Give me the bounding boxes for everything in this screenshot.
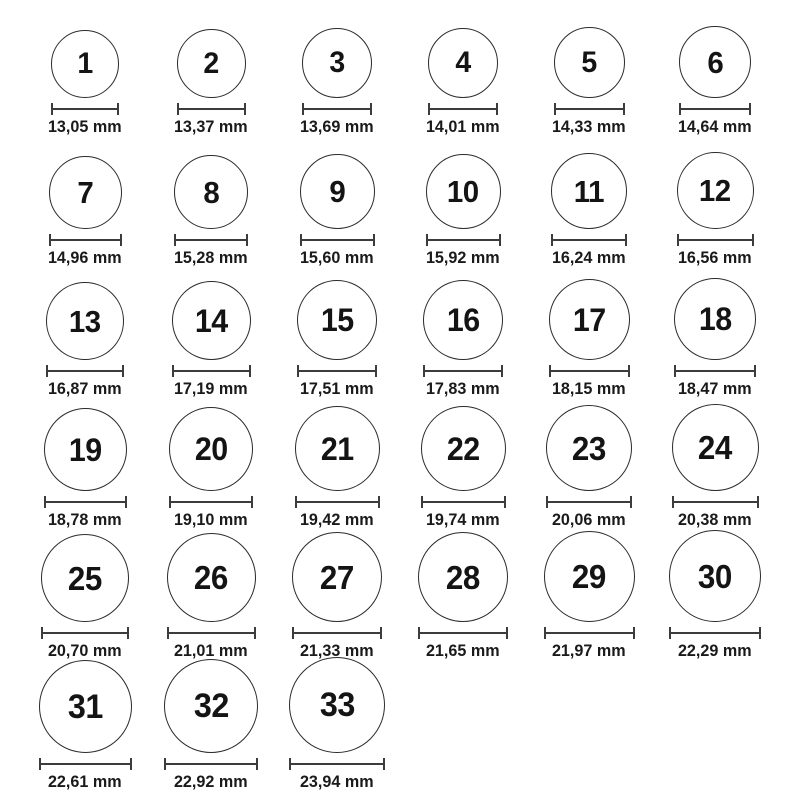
ring-circle <box>39 660 132 753</box>
ring-size-number: 11 <box>573 173 605 209</box>
ring-size-number: 8 <box>203 174 219 210</box>
ring-circle <box>418 532 508 622</box>
ring-circle <box>554 27 625 98</box>
ring-size-number: 2 <box>203 46 219 80</box>
diameter-label: 14,96 mm <box>48 248 122 268</box>
ring-size-number: 3 <box>329 46 345 80</box>
diameter-measure-line <box>46 365 124 377</box>
diameter-measure-line <box>295 496 380 508</box>
ring-size-item <box>274 669 400 797</box>
diameter-measure-line <box>177 103 246 115</box>
ring-size-number: 30 <box>698 557 732 595</box>
diameter-measure-line <box>174 234 248 246</box>
ring-size-item <box>652 145 778 273</box>
ring-size-number: 9 <box>329 174 345 210</box>
ring-circle <box>546 405 632 491</box>
ring-size-item <box>400 14 526 142</box>
ring-size-item <box>22 276 148 404</box>
diameter-measure-line <box>423 365 503 377</box>
ring-size-number: 13 <box>69 303 101 339</box>
diameter-measure-line <box>554 103 625 115</box>
ring-circle <box>44 408 127 491</box>
diameter-label: 15,60 mm <box>300 248 374 268</box>
ring-size-number: 16 <box>446 302 480 339</box>
ring-circle <box>421 406 506 491</box>
diameter-measure-line <box>164 758 258 770</box>
diameter-measure-line <box>169 496 253 508</box>
ring-size-number: 25 <box>68 559 102 597</box>
diameter-label: 19,42 mm <box>300 510 374 530</box>
diameter-label: 13,69 mm <box>300 117 374 137</box>
diameter-label: 18,15 mm <box>552 379 626 399</box>
ring-size-number: 32 <box>193 687 229 726</box>
diameter-measure-line <box>39 758 132 770</box>
ring-circle <box>679 26 751 98</box>
ring-circle <box>669 530 761 622</box>
ring-size-item <box>148 14 274 142</box>
ring-size-item <box>652 407 778 535</box>
ring-size-item <box>526 14 652 142</box>
ring-size-item <box>22 14 148 142</box>
ring-circle <box>297 280 377 360</box>
ring-size-item <box>526 145 652 273</box>
diameter-label: 16,56 mm <box>678 248 752 268</box>
ring-size-item <box>148 538 274 666</box>
ring-circle <box>295 406 380 491</box>
diameter-measure-line <box>669 627 761 639</box>
ring-size-item <box>274 407 400 535</box>
ring-circle <box>289 657 385 753</box>
diameter-measure-line <box>679 103 751 115</box>
ring-circle <box>549 279 630 360</box>
ring-circle <box>41 534 129 622</box>
ring-size-number: 14 <box>194 302 228 339</box>
ring-size-number: 15 <box>320 302 354 339</box>
ring-circle <box>677 152 754 229</box>
diameter-label: 18,78 mm <box>48 510 122 530</box>
diameter-label: 13,37 mm <box>174 117 248 137</box>
diameter-measure-line <box>167 627 256 639</box>
ring-size-item <box>274 145 400 273</box>
ring-size-item <box>400 538 526 666</box>
ring-size-item <box>400 145 526 273</box>
ring-circle <box>164 659 258 753</box>
ring-size-number: 27 <box>320 558 354 596</box>
diameter-label: 19,74 mm <box>426 510 500 530</box>
ring-size-number: 24 <box>698 429 732 467</box>
diameter-label: 20,38 mm <box>678 510 752 530</box>
diameter-measure-line <box>44 496 127 508</box>
diameter-label: 13,05 mm <box>48 117 122 137</box>
diameter-label: 17,83 mm <box>426 379 500 399</box>
ring-size-number: 5 <box>581 45 597 79</box>
diameter-measure-line <box>300 234 375 246</box>
ring-circle <box>172 281 251 360</box>
diameter-label: 22,29 mm <box>678 641 752 661</box>
ring-size-item <box>148 276 274 404</box>
ring-size-number: 21 <box>320 430 354 467</box>
ring-size-number: 20 <box>194 431 228 468</box>
ring-size-item <box>22 669 148 797</box>
ring-size-item <box>274 14 400 142</box>
diameter-label: 14,01 mm <box>426 117 500 137</box>
diameter-label: 21,33 mm <box>300 641 374 661</box>
ring-size-item <box>148 145 274 273</box>
ring-circle <box>300 154 375 229</box>
diameter-label: 22,92 mm <box>174 772 248 792</box>
ring-size-item <box>274 538 400 666</box>
ring-size-number: 22 <box>446 430 480 467</box>
ring-size-item <box>22 538 148 666</box>
diameter-measure-line <box>418 627 508 639</box>
diameter-label: 19,10 mm <box>174 510 248 530</box>
ring-size-number: 33 <box>319 686 355 725</box>
ring-size-item <box>652 14 778 142</box>
ring-circle <box>672 404 759 491</box>
ring-size-number: 12 <box>699 173 731 209</box>
ring-circle <box>49 156 122 229</box>
ring-size-item <box>652 538 778 666</box>
diameter-label: 17,51 mm <box>300 379 374 399</box>
diameter-label: 15,92 mm <box>426 248 500 268</box>
ring-circle <box>544 531 635 622</box>
diameter-measure-line <box>674 365 756 377</box>
diameter-measure-line <box>426 234 501 246</box>
diameter-measure-line <box>551 234 627 246</box>
diameter-label: 22,61 mm <box>48 772 122 792</box>
diameter-measure-line <box>677 234 754 246</box>
ring-circle <box>302 28 372 98</box>
ring-size-number: 26 <box>194 559 228 597</box>
diameter-label: 16,24 mm <box>552 248 626 268</box>
ring-size-item <box>22 145 148 273</box>
ring-circle <box>551 153 627 229</box>
ring-circle <box>167 533 256 622</box>
diameter-measure-line <box>421 496 506 508</box>
diameter-measure-line <box>51 103 119 115</box>
diameter-measure-line <box>672 496 759 508</box>
ring-circle <box>177 29 246 98</box>
ring-size-number: 23 <box>572 429 606 467</box>
diameter-measure-line <box>289 758 385 770</box>
diameter-measure-line <box>297 365 377 377</box>
diameter-label: 21,65 mm <box>426 641 500 661</box>
ring-size-number: 18 <box>698 301 732 338</box>
diameter-label: 14,64 mm <box>678 117 752 137</box>
ring-size-number: 1 <box>77 47 93 81</box>
diameter-label: 14,33 mm <box>552 117 626 137</box>
diameter-label: 21,01 mm <box>174 641 248 661</box>
ring-size-number: 31 <box>67 687 103 726</box>
ring-size-item <box>274 276 400 404</box>
diameter-label: 20,70 mm <box>48 641 122 661</box>
ring-size-item <box>22 407 148 535</box>
ring-size-number: 17 <box>572 301 606 338</box>
ring-size-number: 6 <box>707 44 723 80</box>
ring-size-item <box>526 276 652 404</box>
diameter-label: 20,06 mm <box>552 510 626 530</box>
diameter-label: 17,19 mm <box>174 379 248 399</box>
ring-circle <box>426 154 501 229</box>
ring-size-item <box>526 407 652 535</box>
diameter-label: 23,94 mm <box>300 772 374 792</box>
diameter-measure-line <box>428 103 498 115</box>
diameter-label: 18,47 mm <box>678 379 752 399</box>
diameter-measure-line <box>302 103 372 115</box>
ring-size-number: 4 <box>455 46 471 80</box>
ring-size-number: 7 <box>77 175 93 211</box>
diameter-measure-line <box>546 496 632 508</box>
ring-circle <box>174 155 248 229</box>
diameter-measure-line <box>172 365 251 377</box>
ring-circle <box>428 28 498 98</box>
ring-size-number: 10 <box>447 174 479 210</box>
ring-size-item <box>400 276 526 404</box>
ring-size-item <box>148 669 274 797</box>
diameter-measure-line <box>292 627 382 639</box>
ring-circle <box>46 282 124 360</box>
ring-size-number: 29 <box>572 558 606 596</box>
ring-circle <box>423 280 503 360</box>
ring-circle <box>169 407 253 491</box>
diameter-measure-line <box>549 365 630 377</box>
ring-circle <box>292 532 382 622</box>
ring-size-number: 28 <box>446 558 480 596</box>
ring-circle <box>51 30 119 98</box>
ring-size-item <box>400 407 526 535</box>
ring-circle <box>674 278 756 360</box>
diameter-label: 16,87 mm <box>48 379 122 399</box>
diameter-measure-line <box>544 627 635 639</box>
ring-size-item <box>652 276 778 404</box>
ring-size-number: 19 <box>68 431 102 468</box>
ring-size-item <box>526 538 652 666</box>
diameter-label: 15,28 mm <box>174 248 248 268</box>
diameter-measure-line <box>49 234 122 246</box>
diameter-measure-line <box>41 627 129 639</box>
diameter-label: 21,97 mm <box>552 641 626 661</box>
ring-size-item <box>148 407 274 535</box>
